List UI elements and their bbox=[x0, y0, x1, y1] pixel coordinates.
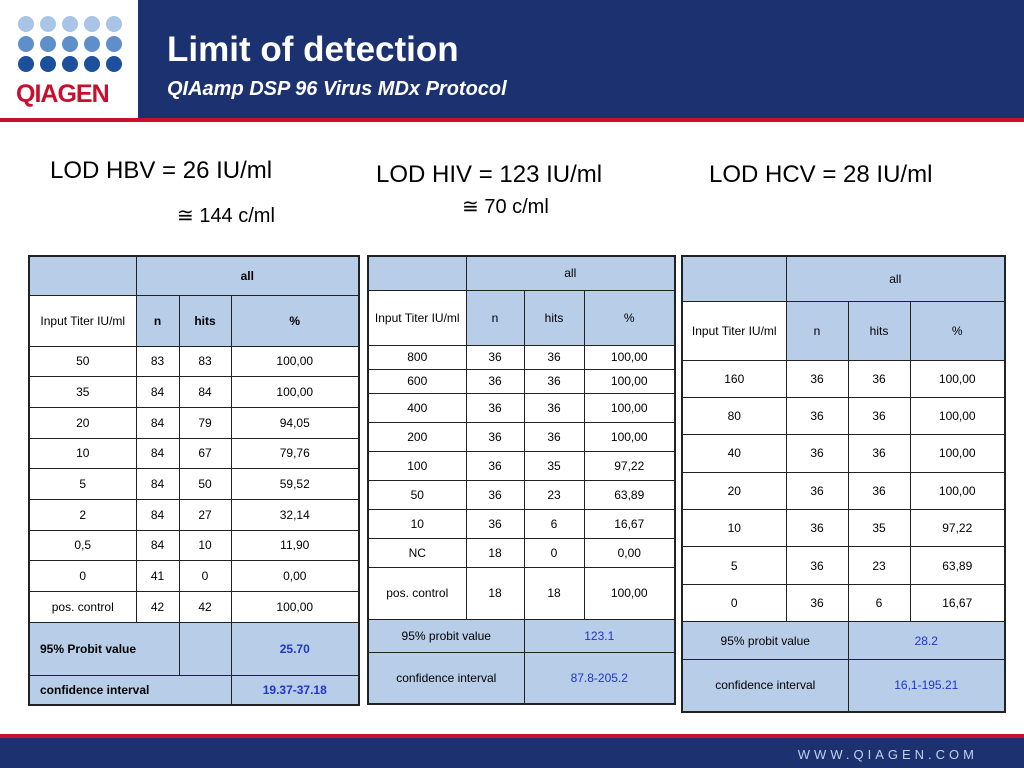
table-row bbox=[682, 397, 1005, 434]
lod-hiv-copies: ≅ 70 c/ml bbox=[462, 196, 549, 218]
cell-n: 36 bbox=[466, 345, 524, 369]
cell-percent: 100,00 bbox=[231, 592, 359, 623]
cell-hits: 36 bbox=[848, 435, 910, 472]
table-row bbox=[682, 510, 1005, 547]
cell-titer: 10 bbox=[682, 510, 786, 547]
page-title: Limit of detection bbox=[167, 30, 459, 69]
column-header-percent: % bbox=[910, 301, 1005, 360]
lod-hiv-heading: LOD HIV = 123 IU/ml bbox=[376, 161, 603, 188]
group-header: all bbox=[786, 256, 1005, 301]
cell-hits: 36 bbox=[848, 397, 910, 434]
page-subtitle: QIAamp DSP 96 Virus MDx Protocol bbox=[167, 78, 507, 100]
confidence-interval-value: 19.37-37.18 bbox=[231, 675, 359, 705]
lod-hcv-heading: LOD HCV = 28 IU/ml bbox=[709, 161, 933, 188]
header bbox=[0, 0, 1024, 122]
cell-n: 84 bbox=[136, 499, 179, 530]
probit-value: 28.2 bbox=[848, 622, 1005, 660]
cell-titer: pos. control bbox=[29, 592, 136, 623]
column-header-hits: hits bbox=[179, 295, 231, 346]
cell-n: 84 bbox=[136, 469, 179, 500]
table-row bbox=[368, 538, 675, 567]
cell-percent: 32,14 bbox=[231, 499, 359, 530]
column-header-titer: Input Titer IU/ml bbox=[368, 290, 466, 345]
table-row bbox=[29, 438, 359, 469]
cell-titer: 0,5 bbox=[29, 530, 136, 561]
table-row bbox=[29, 377, 359, 408]
probit-value: 25.70 bbox=[231, 622, 359, 675]
column-header-n: n bbox=[136, 295, 179, 346]
cell-n: 36 bbox=[466, 393, 524, 422]
cell-hits: 67 bbox=[179, 438, 231, 469]
cell-percent: 100,00 bbox=[231, 377, 359, 408]
table-corner bbox=[368, 256, 466, 290]
footer-website-link[interactable]: WWW.QIAGEN.COM bbox=[797, 747, 978, 762]
cell-n: 36 bbox=[786, 472, 848, 509]
cell-n: 36 bbox=[466, 369, 524, 393]
column-header-hits: hits bbox=[848, 301, 910, 360]
cell-n: 36 bbox=[786, 510, 848, 547]
cell-percent: 100,00 bbox=[910, 360, 1005, 397]
cell-percent: 100,00 bbox=[584, 345, 675, 369]
cell-n: 84 bbox=[136, 377, 179, 408]
cell-percent: 100,00 bbox=[584, 369, 675, 393]
cell-percent: 0,00 bbox=[231, 561, 359, 592]
cell-titer: 2 bbox=[29, 499, 136, 530]
cell-percent: 63,89 bbox=[910, 547, 1005, 584]
table-corner bbox=[29, 256, 136, 295]
cell-hits: 36 bbox=[524, 345, 584, 369]
cell-n: 36 bbox=[466, 451, 524, 480]
cell-titer: 0 bbox=[682, 584, 786, 621]
cell-hits: 36 bbox=[524, 422, 584, 451]
cell-percent: 100,00 bbox=[584, 422, 675, 451]
cell-n: 18 bbox=[466, 538, 524, 567]
cell-hits: 18 bbox=[524, 567, 584, 619]
table-row bbox=[29, 561, 359, 592]
cell-hits: 6 bbox=[524, 509, 584, 538]
probit-value: 123.1 bbox=[524, 619, 675, 652]
confidence-interval-value: 87.8-205.2 bbox=[524, 652, 675, 704]
cell-n: 36 bbox=[786, 547, 848, 584]
cell-hits: 36 bbox=[848, 360, 910, 397]
probit-spacer bbox=[179, 622, 231, 675]
cell-n: 36 bbox=[466, 422, 524, 451]
cell-titer: NC bbox=[368, 538, 466, 567]
table-row bbox=[682, 547, 1005, 584]
table-row bbox=[368, 451, 675, 480]
lod-hbv-copies: ≅ 144 c/ml bbox=[177, 205, 275, 227]
cell-percent: 63,89 bbox=[584, 480, 675, 509]
cell-percent: 97,22 bbox=[584, 451, 675, 480]
cell-n: 36 bbox=[786, 397, 848, 434]
cell-hits: 79 bbox=[179, 407, 231, 438]
cell-titer: 200 bbox=[368, 422, 466, 451]
cell-n: 36 bbox=[466, 509, 524, 538]
table-row bbox=[29, 499, 359, 530]
column-header-percent: % bbox=[584, 290, 675, 345]
cell-hits: 0 bbox=[179, 561, 231, 592]
cell-hits: 27 bbox=[179, 499, 231, 530]
logo-wordmark: QIAGEN bbox=[16, 80, 109, 108]
cell-hits: 36 bbox=[848, 472, 910, 509]
table-row bbox=[368, 480, 675, 509]
lod-hbv-heading: LOD HBV = 26 IU/ml bbox=[50, 157, 273, 184]
table-row bbox=[682, 360, 1005, 397]
cell-hits: 42 bbox=[179, 592, 231, 623]
cell-hits: 84 bbox=[179, 377, 231, 408]
header-divider bbox=[0, 118, 1024, 122]
cell-hits: 10 bbox=[179, 530, 231, 561]
cell-titer: 0 bbox=[29, 561, 136, 592]
probit-label: 95% Probit value bbox=[29, 622, 179, 675]
cell-n: 83 bbox=[136, 346, 179, 377]
column-header-n: n bbox=[786, 301, 848, 360]
qiagen-logo bbox=[0, 0, 138, 118]
cell-hits: 36 bbox=[524, 393, 584, 422]
group-header: all bbox=[136, 256, 359, 295]
cell-titer: 800 bbox=[368, 345, 466, 369]
cell-n: 84 bbox=[136, 407, 179, 438]
cell-percent: 97,22 bbox=[910, 510, 1005, 547]
cell-hits: 35 bbox=[848, 510, 910, 547]
cell-hits: 6 bbox=[848, 584, 910, 621]
cell-n: 42 bbox=[136, 592, 179, 623]
cell-n: 36 bbox=[786, 584, 848, 621]
cell-percent: 16,67 bbox=[910, 584, 1005, 621]
cell-n: 36 bbox=[786, 435, 848, 472]
cell-titer: pos. control bbox=[368, 567, 466, 619]
table-row bbox=[368, 369, 675, 393]
cell-hits: 0 bbox=[524, 538, 584, 567]
cell-percent: 0,00 bbox=[584, 538, 675, 567]
cell-titer: 10 bbox=[29, 438, 136, 469]
cell-titer: 600 bbox=[368, 369, 466, 393]
cell-titer: 50 bbox=[29, 346, 136, 377]
footer bbox=[0, 734, 1024, 768]
confidence-interval-label: confidence interval bbox=[368, 652, 524, 704]
cell-titer: 160 bbox=[682, 360, 786, 397]
table-row bbox=[682, 472, 1005, 509]
cell-titer: 20 bbox=[29, 407, 136, 438]
confidence-interval-value: 16,1-195.21 bbox=[848, 660, 1005, 712]
table-row bbox=[368, 567, 675, 619]
cell-titer: 5 bbox=[682, 547, 786, 584]
cell-hits: 36 bbox=[524, 369, 584, 393]
hiv-results-table bbox=[367, 255, 676, 705]
cell-percent: 100,00 bbox=[584, 567, 675, 619]
table-row bbox=[29, 407, 359, 438]
table-row bbox=[682, 435, 1005, 472]
table-row bbox=[29, 346, 359, 377]
cell-percent: 100,00 bbox=[910, 435, 1005, 472]
cell-titer: 10 bbox=[368, 509, 466, 538]
hcv-results-table bbox=[681, 255, 1006, 713]
probit-label: 95% probit value bbox=[682, 622, 848, 660]
column-header-titer: Input Titer IU/ml bbox=[682, 301, 786, 360]
cell-percent: 100,00 bbox=[910, 472, 1005, 509]
cell-percent: 94,05 bbox=[231, 407, 359, 438]
cell-percent: 100,00 bbox=[910, 397, 1005, 434]
hbv-results-table bbox=[28, 255, 360, 706]
column-header-percent: % bbox=[231, 295, 359, 346]
table-row bbox=[368, 509, 675, 538]
column-header-titer: Input Titer IU/ml bbox=[29, 295, 136, 346]
cell-hits: 23 bbox=[524, 480, 584, 509]
cell-percent: 16,67 bbox=[584, 509, 675, 538]
cell-n: 41 bbox=[136, 561, 179, 592]
table-row bbox=[29, 592, 359, 623]
cell-titer: 100 bbox=[368, 451, 466, 480]
cell-titer: 400 bbox=[368, 393, 466, 422]
cell-n: 36 bbox=[466, 480, 524, 509]
cell-n: 84 bbox=[136, 530, 179, 561]
cell-n: 36 bbox=[786, 360, 848, 397]
confidence-interval-label: confidence interval bbox=[29, 675, 231, 705]
cell-hits: 23 bbox=[848, 547, 910, 584]
cell-n: 18 bbox=[466, 567, 524, 619]
cell-n: 84 bbox=[136, 438, 179, 469]
cell-percent: 100,00 bbox=[231, 346, 359, 377]
confidence-interval-label: confidence interval bbox=[682, 660, 848, 712]
table-row bbox=[29, 469, 359, 500]
cell-titer: 50 bbox=[368, 480, 466, 509]
cell-titer: 35 bbox=[29, 377, 136, 408]
column-header-n: n bbox=[466, 290, 524, 345]
table-row bbox=[682, 584, 1005, 621]
cell-titer: 5 bbox=[29, 469, 136, 500]
table-row bbox=[368, 345, 675, 369]
table-corner bbox=[682, 256, 786, 301]
cell-titer: 80 bbox=[682, 397, 786, 434]
column-header-hits: hits bbox=[524, 290, 584, 345]
cell-titer: 20 bbox=[682, 472, 786, 509]
table-row bbox=[29, 530, 359, 561]
cell-titer: 40 bbox=[682, 435, 786, 472]
probit-label: 95% probit value bbox=[368, 619, 524, 652]
group-header: all bbox=[466, 256, 675, 290]
table-row bbox=[368, 393, 675, 422]
cell-hits: 50 bbox=[179, 469, 231, 500]
cell-percent: 79,76 bbox=[231, 438, 359, 469]
cell-percent: 100,00 bbox=[584, 393, 675, 422]
cell-hits: 83 bbox=[179, 346, 231, 377]
table-row bbox=[368, 422, 675, 451]
cell-percent: 59,52 bbox=[231, 469, 359, 500]
cell-percent: 11,90 bbox=[231, 530, 359, 561]
cell-hits: 35 bbox=[524, 451, 584, 480]
